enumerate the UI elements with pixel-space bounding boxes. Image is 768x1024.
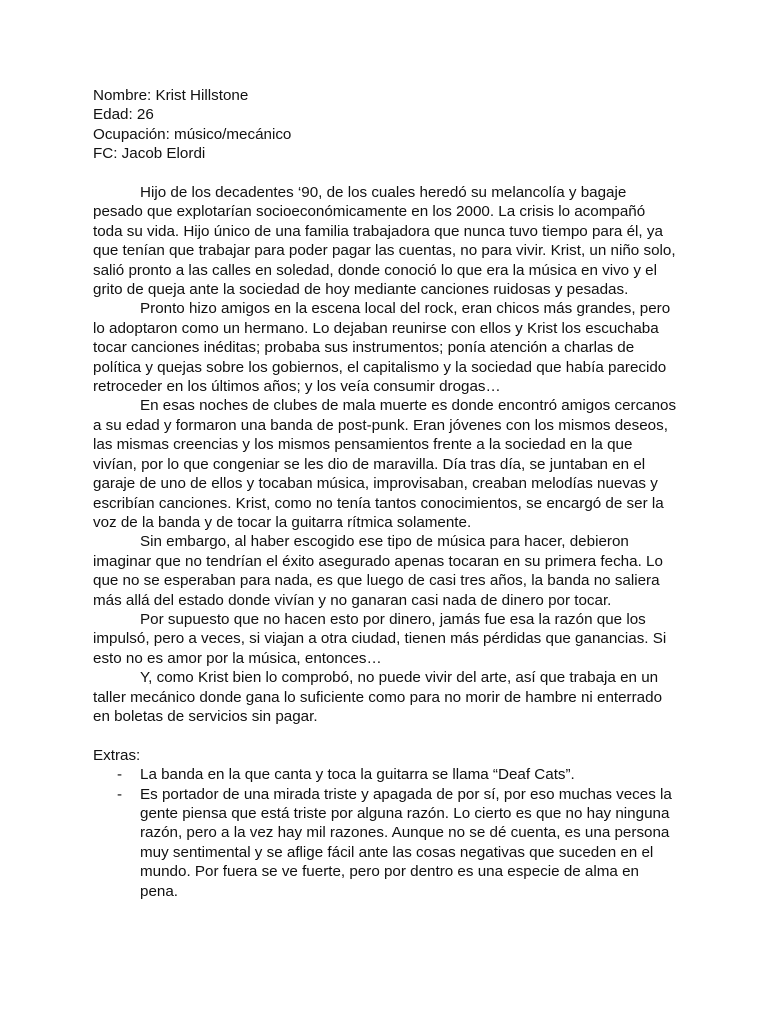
story-body (93, 183, 678, 726)
story-paragraph: Hijo de los decadentes ‘90, de los cuales heredó su melancolía y bagaje pesado que explotarían socioeconómicamente en los 2000. La crisis lo acompañó toda su vida. Hijo único de una familia trabajadora que nunca tuvo tiempo para él, ya que tenían que trabajar para poder pagar las cuentas, no para vivir. Krist, un niño solo, salió pronto a las calles en soledad, donde conoció lo que era la música en vivo y el grito de queja ante la sociedad de hoy mediante canciones ruidosas y pesadas. (93, 184, 676, 299)
dash-bullet: - (117, 766, 123, 784)
list-item-text: Es portador de una mirada triste y apagada de por sí, por eso muchas veces la gente piensa que está triste por alguna razón. Lo cierto es que no hay ninguna razón, pero a la vez hay mil razones. Aunque no se dé cuenta, es una persona muy sentimental y se aflige fácil ante las cosas negativas que suceden en el mundo. Por fuera se ve fuerte, pero por dentro es una especie de alma en pena. (140, 785, 672, 900)
story-paragraph: Pronto hizo amigos en la escena local del rock, eran chicos más grandes, pero lo adoptaron como un hermano. Lo dejaban reunirse con ellos y Krist los escuchaba tocar canciones inéditas; probaba sus instrumentos; ponía atención a charlas de política y quejas sobre los gobiernos, el capitalismo y la sociedad que había parecido retroceder en los últimos años; y los veía consumir drogas… (93, 300, 671, 396)
extras-section (93, 746, 678, 901)
list-item (93, 785, 678, 901)
dash-bullet: - (117, 785, 123, 803)
story-paragraph: En esas noches de clubes de mala muerte es donde encontró amigos cercanos a su edad y formaron una banda de post-punk. Eran jóvenes con los mismos deseos, las mismas creencias y los mismos pensamientos frente a la sociedad en la que vivían, por lo que congeniar se les dio de maravilla. Día tras día, se juntaban en el garaje de uno de ellos y tocaban música, improvisaban, creaban melodías nuevas y escribían canciones. Krist, como no tenía tantos conocimientos, se encargó de ser la voz de la banda y de tocar la guitarra rítmica solamente. (93, 397, 677, 531)
age-line: Edad: 26 (93, 106, 154, 124)
blank-line (93, 164, 678, 183)
fc-line: FC: Jacob Elordi (93, 145, 206, 163)
extras-title: Extras: (93, 746, 141, 764)
document-page (93, 86, 678, 901)
list-item-text: La banda en la que canta y toca la guitarra se llama “Deaf Cats”. (140, 766, 575, 784)
blank-line (93, 726, 678, 745)
character-header (93, 86, 678, 164)
story-paragraph: Por supuesto que no hacen esto por dinero, jamás fue esa la razón que los impulsó, pero a veces, si viajan a otra ciudad, tienen más pérdidas que ganancias. Si esto no es amor por la música, entonces… (93, 610, 667, 667)
story-paragraph: Y, como Krist bien lo comprobó, no puede vivir del arte, así que trabaja en un taller mecánico donde gana lo suficiente como para no morir de hambre ni enterrado en boletas de servicios sin pagar. (93, 669, 663, 725)
name-line: Nombre: Krist Hillstone (93, 87, 249, 104)
extras-list (93, 765, 678, 901)
occupation-line: Ocupación: músico/mecánico (93, 125, 292, 143)
list-item (93, 765, 678, 784)
story-paragraph: Sin embargo, al haber escogido ese tipo de música para hacer, debieron imaginar que no tendrían el éxito asegurado apenas tocaran en su primera fecha. Lo que no se esperaban para nada, es que luego de casi tres años, la banda no saliera más allá del estado donde vivían y no ganaran casi nada de dinero por tocar. (93, 533, 663, 609)
